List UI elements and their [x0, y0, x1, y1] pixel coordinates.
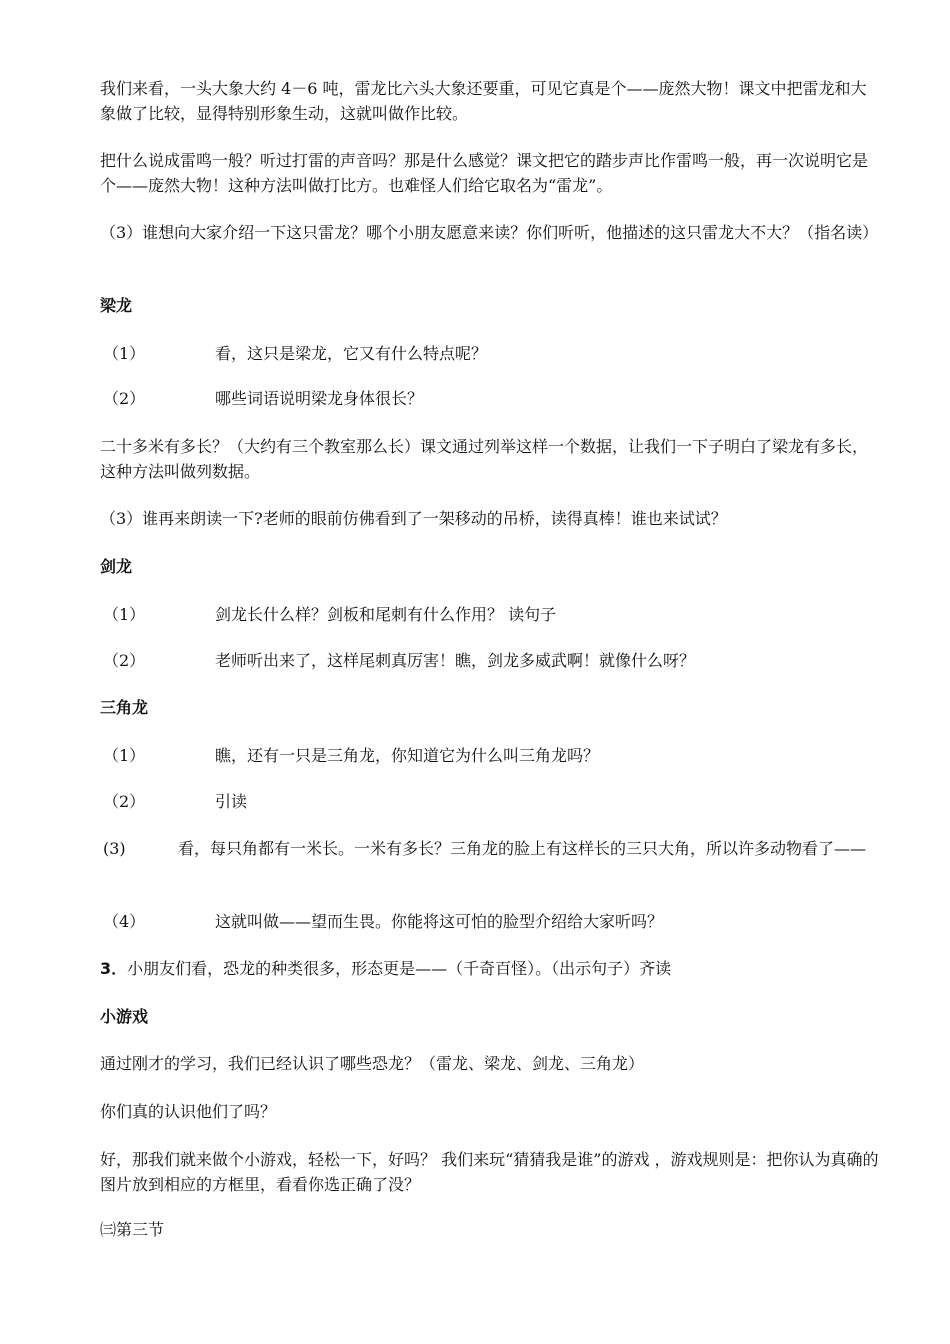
paragraph-introduce: （3）谁想向大家介绍一下这只雷龙？哪个小朋友愿意来读？你们听听，他描述的这只雷龙大不大？（指名读）	[100, 223, 879, 242]
list-item	[0, 743, 950, 768]
item-number: （1）	[103, 605, 146, 624]
list-item	[0, 836, 950, 886]
list-item	[0, 386, 950, 411]
section-3	[100, 956, 880, 981]
item-text: 瞧，还有一只是三角龙，你知道它为什么叫三角龙吗？	[215, 746, 600, 765]
item-text: 看，这只是梁龙，它又有什么特点呢？	[215, 344, 488, 363]
item-number: （4）	[103, 912, 146, 931]
section-number: 3．	[100, 959, 128, 978]
item-number: （2）	[103, 651, 146, 670]
paragraph-metaphor: 把什么说成雷鸣一般？听过打雷的声音吗？那是什么感觉？课文把它的踏步声比作雷鸣一般，再一次说明它是个——庞然大物！这种方法叫做打比方。也难怪人们给它取名为“雷龙”。	[100, 151, 869, 195]
item-text: 剑龙长什么样？剑板和尾刺有什么作用？ 读句子	[215, 605, 557, 624]
heading-game: 小游戏	[100, 1007, 149, 1026]
item-number: （2）	[103, 389, 146, 408]
section-footer: ㈢第三节	[100, 1220, 165, 1239]
paragraph-game-3: 好，那我们就来做个小游戏，轻松一下，好吗？ 我们来玩“猜猜我是谁”的游戏 ，游戏规则是：把你认为真确的图片放到相应的方框里，看看你选正确了没？	[100, 1150, 879, 1194]
item-text: 看，每只角都有一米长。一米有多长？三角龙的脸上有这样长的三只大角，所以许多动物看了——	[178, 839, 867, 858]
list-item	[0, 341, 950, 366]
paragraph-data: 二十多米有多长？（大约有三个教室那么长）课文通过列举这样一个数据，让我们一下子明白了梁龙有多长，这种方法叫做列数据。	[100, 437, 869, 481]
item-number: （2）	[103, 792, 146, 811]
paragraph-game-1: 通过刚才的学习，我们已经认识了哪些恐龙？（雷龙、梁龙、剑龙、三角龙）	[100, 1054, 645, 1073]
section-text: 小朋友们看，恐龙的种类很多，形态更是——（千奇百怪）。（出示句子）齐读	[127, 959, 672, 978]
item-number: （1）	[103, 746, 146, 765]
item-text: 哪些词语说明梁龙身体很长？	[215, 389, 424, 408]
item-number: (3)	[103, 839, 126, 858]
item-text: 引读	[215, 792, 248, 811]
paragraph-compare: 我们来看，一头大象大约 4－6 吨，雷龙比六头大象还要重，可见它真是个——庞然大物！课文中把雷龙和大象做了比较，显得特别形象生动，这就叫做作比较。	[100, 79, 867, 123]
item-text: 老师听出来了，这样尾刺真厉害！瞧，剑龙多威武啊！就像什么呀？	[215, 651, 696, 670]
heading-sanjiao: 三角龙	[100, 698, 149, 717]
item-text: 这就叫做——望而生畏。你能将这可怕的脸型介绍给大家听吗？	[215, 912, 664, 931]
list-item	[0, 789, 950, 814]
list-item	[0, 602, 950, 627]
list-item	[0, 648, 950, 673]
item-number: （1）	[103, 344, 146, 363]
heading-liang: 梁龙	[100, 296, 133, 315]
list-item	[0, 909, 950, 934]
paragraph-game-2: 你们真的认识他们了吗？	[100, 1102, 277, 1121]
heading-jian: 剑龙	[100, 557, 133, 576]
paragraph-reread: （3）谁再来朗读一下?老师的眼前仿佛看到了一架移动的吊桥，读得真棒！谁也来试试？	[100, 509, 727, 528]
